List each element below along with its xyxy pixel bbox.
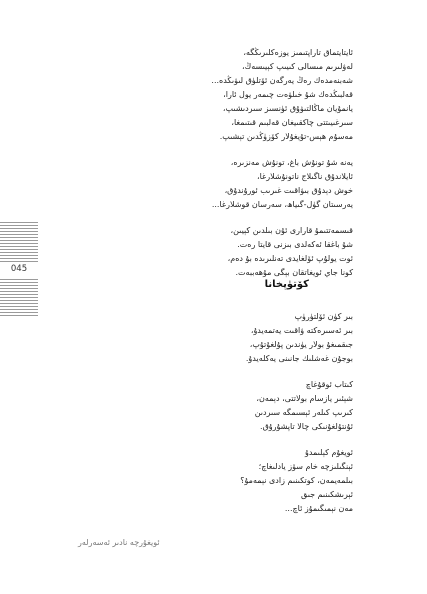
poem-line: ئوت يولۇپ ئۆلغايدى تەنلىرىدە بۇ دەم،	[227, 254, 353, 263]
stanza-gap	[113, 144, 353, 156]
poem-line: ئايتايتماق تاراپتىمىز يوزەكلىرىڭگە،	[243, 48, 353, 57]
poem-line: يەنە شۇ تونۇش باغ، تونۇش مەنزىرە،	[230, 158, 353, 167]
poem-line: يانمۇيان ماڭالتىۋۇق ئۈنسىز سىردىشىپ،	[222, 104, 353, 113]
poem-line: بوجۇن غەشلىك جانىنى يەكلەيدۇ.	[245, 354, 353, 363]
stanza	[113, 446, 353, 516]
stanza	[113, 310, 353, 366]
stanza-gap	[113, 434, 353, 446]
stanza	[113, 378, 353, 434]
poem-line: سىرغىيىتتى چاكقىيغان قەلبىم قىتىمغا،	[231, 118, 353, 127]
poem-1	[113, 46, 353, 280]
poem-line: بىر ئەسىرەكتە ۋاقىت يەتمەيدۇ،	[250, 326, 353, 335]
poem-2	[113, 310, 353, 516]
poem-line: كونا جاي ئويغاتقان بېگى مۇھەببەت.	[235, 268, 353, 277]
poem-line: شۇ باغقا ئەكەلدى بىزنى قايتا رەت.	[237, 240, 353, 249]
poem-line: ئېنگىلىزچە خام سۆز يادلىغاچ؛	[258, 462, 353, 471]
poem-line: خوش دېدۇق بىۋاقىت غىرىب ئورۇندۇق،	[224, 186, 353, 195]
poem-line: ئېرىشكىنىم جىق	[301, 490, 353, 499]
poem-heading: كۆتۈپخانا	[264, 279, 309, 290]
poem-line: ئايلاندۇق ناگىلاج ناتونۇشلارغا،	[257, 172, 353, 181]
poem-line: جىقمىغۇ بولار يۈندىن پۇلغۇتۇپ،	[249, 340, 353, 349]
page-number: 045	[0, 262, 38, 277]
poem-line: شېئىر يازسام بولاتتى، دېمەن،	[256, 394, 353, 403]
poem-line: قەلبىڭدەك شۇ خىلۋەت چىمەر يول ئارا،	[223, 90, 353, 99]
poem-line: كىتاب ئوقۇغاچ	[305, 380, 353, 389]
poem-line: شەبنەمدەك رەڭ يەرگەن ئۆتلۈق لىۋىڭدە...	[211, 76, 353, 85]
poem-line: قىسمەتتىمۇ قارارى ئۇن بىلدىن كېيىن،	[230, 226, 353, 235]
poem-line: لەۋلىرىم مىسالى كىيىپ كېيىسەڭ،	[242, 62, 353, 71]
poem-line: ئويغۇم كېلىمدۇ	[304, 448, 353, 457]
stanza-gap	[113, 212, 353, 224]
stanza	[113, 224, 353, 280]
poem-line: بىر كۈن ئۆلتۈرۈپ	[294, 312, 353, 321]
stanza	[113, 156, 353, 212]
stanza	[113, 46, 353, 144]
running-footer: ئويغۇرچە نادىر ئەسەرلەر	[78, 538, 160, 547]
poem-line: مەن نېمىگىمۇز ئاچ...	[284, 504, 353, 513]
poem-line: ئۇنتۇلغۇنىكى چالا تاپشۇرۇق.	[260, 422, 353, 431]
poem-line: مەسۇم ھېس-تۇيغۇلار كۆزۈڭدىن تېشىپ.	[219, 132, 353, 141]
stanza-gap	[113, 366, 353, 378]
poem-line: بىلمەيمەن، كوتكىنىم زادى نېمەمۇ؟	[240, 476, 353, 485]
poem-line: يەرسىتان گۈل-گىياھ، سەرسان قوشلارغا...	[211, 200, 353, 209]
poem-line: كىرىپ كىلەر ئېسىمگە سىردىن	[254, 408, 353, 417]
